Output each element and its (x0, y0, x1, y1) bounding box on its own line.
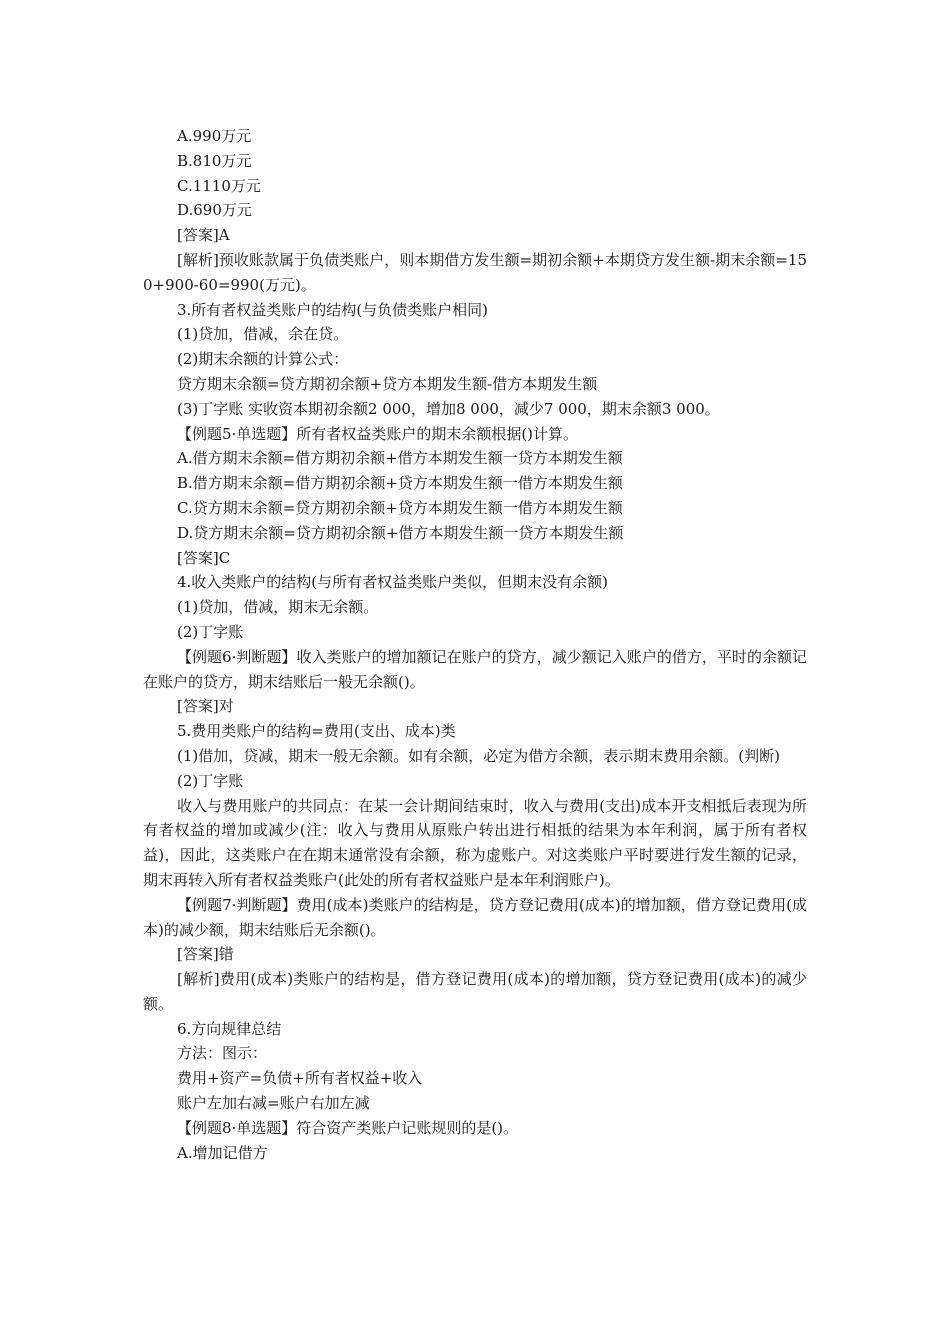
explanation: [解析]费用(成本)类账户的结构是，借方登记费用(成本)的增加额，贷方登记费用(成本)的减少额。 (143, 970, 807, 1013)
paragraph: (2)丁字账 (177, 771, 244, 790)
section-heading: 4.收入类账户的结构(与所有者权益类账户类似，但期末没有余额) (177, 573, 609, 592)
paragraph: 方法：图示： (177, 1044, 268, 1063)
option-b: B.借方期末余额=借方期初余额+贷方本期发生额一借方本期发生额 (177, 474, 623, 493)
paragraph: (2)期末余额的计算公式： (177, 350, 349, 369)
document-page (143, 124, 807, 1165)
option-b: B.810万元 (177, 151, 252, 170)
example-question: 【例题5·单选题】所有者权益类账户的期末余额根据()计算。 (177, 424, 579, 443)
answer: [答案]错 (177, 945, 234, 964)
section-heading: 5.费用类账户的结构=费用(支出、成本)类 (177, 722, 456, 741)
paragraph: (3)丁字账 实收资本期初余额2 000，增加8 000，减少7 000，期末余额3 000。 (177, 399, 720, 418)
option-a: A.增加记借方 (177, 1143, 268, 1162)
paragraph: (1)贷加，借减，期末无余额。 (177, 598, 379, 617)
section-heading: 3.所有者权益类账户的结构(与负债类账户相同) (177, 300, 489, 319)
example-question: 【例题6·判断题】收入类账户的增加额记在账户的贷方，减少额记入账户的借方，平时的余额记在账户的贷方，期末结账后一般无余额()。 (143, 647, 807, 691)
formula: 费用+资产=负债+所有者权益+收入 (177, 1069, 423, 1088)
paragraph: (1)借加，贷减，期末一般无余额。如有余额，必定为借方余额，表示期末费用余额。(判断) (177, 746, 780, 765)
formula: 贷方期末余额=贷方期初余额+贷方本期发生额-借方本期发生额 (177, 374, 598, 393)
formula: 账户左加右减=账户右加左减 (177, 1094, 370, 1113)
answer: [答案]C (177, 548, 231, 567)
paragraph: 收入与费用账户的共同点：在某一会计期间结束时，收入与费用(支出)成本开支相抵后表现为所有者权益的增加或减少(注：收入与费用从原账户转出进行相抵的结果为本年利润，属于所有者权益)，因此，这类账户在在期末通常没有余额，称为虚账户。对这类账户平时要进行发生额的记录，期末再转入所有者权益类账户(此处的所有者权益账户是本年利润账户)。 (143, 796, 807, 889)
example-question: 【例题8·单选题】符合资产类账户记账规则的是()。 (177, 1118, 519, 1137)
example-question: 【例题7·判断题】费用(成本)类账户的结构是，贷方登记费用(成本)的增加额，借方登记费用(成本)的减少额，期末结账后无余额()。 (143, 895, 807, 939)
option-c: C.贷方期末余额=贷方期初余额+贷方本期发生额一借方本期发生额 (177, 498, 623, 517)
option-d: D.贷方期末余额=贷方期初余额+借方本期发生额一贷方本期发生额 (177, 523, 624, 542)
paragraph: (1)贷加，借减，余在贷。 (177, 325, 349, 344)
option-c: C.1110万元 (177, 176, 261, 195)
explanation: [解析]预收账款属于负债类账户，则本期借方发生额=期初余额+本期贷方发生额-期末余额=150+900-60=990(万元)。 (143, 250, 807, 294)
option-a: A.借方期末余额=借方期初余额+借方本期发生额一贷方本期发生额 (177, 449, 623, 468)
paragraph: (2)丁字账 (177, 622, 244, 641)
answer: [答案]A (177, 226, 230, 245)
section-heading: 6.方向规律总结 (177, 1019, 282, 1038)
option-a: A.990万元 (177, 127, 252, 145)
answer: [答案]对 (177, 697, 234, 716)
option-d: D.690万元 (177, 201, 252, 220)
